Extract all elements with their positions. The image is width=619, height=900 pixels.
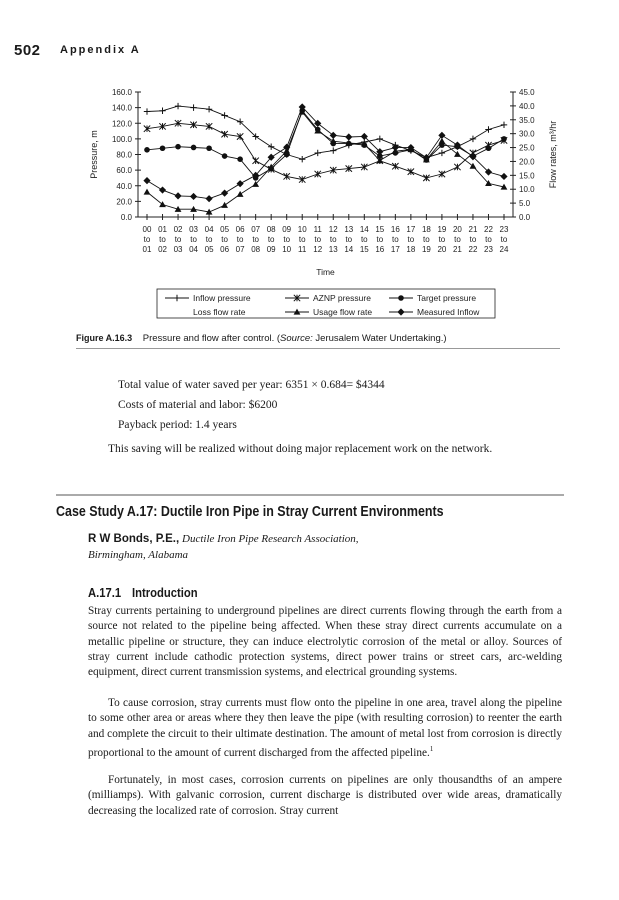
caption-rule [76,348,560,349]
x-tick-label: 04 [189,245,199,254]
data-point-inflow-pressure [377,136,383,142]
x-tick-label: to [469,235,477,244]
x-tick-label: 08 [266,225,276,234]
x-tick-label: to [329,235,337,244]
data-point-measured-inflow [221,190,228,197]
data-point-measured-inflow [237,180,244,187]
body-paragraph-3: Fortunately, in most cases, corrosion currents on pipelines are only thousandths of an ampere (milliamps). With galvanic corrosion, current discharge is distributed over wide areas, dramatically decreasing the localized rate of corrosion. Stray current [88,774,562,817]
left-tick-label: 40.0 [116,181,132,191]
x-tick-label: 20 [452,225,462,234]
data-point-target-pressure [501,136,507,142]
x-tick-label: to [298,235,306,244]
x-tick-label: 15 [375,225,385,234]
x-tick-label: to [454,235,461,244]
pressure-flow-chart [75,84,560,329]
x-tick-label: to [205,235,213,244]
x-tick-label: to [345,235,353,244]
x-tick-label: 13 [344,225,354,234]
x-tick-label: 20 [437,245,447,254]
data-point-inflow-pressure [144,108,150,114]
page-number: 502 [14,42,41,59]
chart-svg [75,84,560,329]
x-tick-label: 10 [297,225,307,234]
data-point-usage-flow-rate [221,202,228,208]
author-affiliation: Ductile Iron Pipe Research Association, [182,533,359,545]
data-point-usage-flow-rate [237,191,244,197]
right-tick-label: 5.0 [519,199,531,209]
right-axis-title: Flow rates, m³/hr [548,120,558,189]
x-tick-label: 17 [390,245,400,254]
x-tick-label: 19 [437,225,447,234]
x-tick-label: to [500,235,508,244]
data-point-inflow-pressure [299,156,305,162]
data-point-target-pressure [486,145,492,151]
x-tick-label: 07 [251,225,261,234]
data-point-inflow-pressure [501,122,507,128]
x-tick-label: 18 [406,245,416,254]
x-tick-label: 21 [452,245,462,254]
data-point-usage-flow-rate [159,201,166,207]
left-tick-label: 120.0 [111,119,132,129]
x-tick-label: 10 [282,245,292,254]
x-tick-label: 22 [484,225,493,234]
section-heading [88,586,208,600]
right-tick-label: 35.0 [519,115,535,125]
data-point-inflow-pressure [221,112,227,118]
x-tick-label: 11 [298,245,307,254]
right-tick-label: 10.0 [519,185,535,195]
data-point-usage-flow-rate [470,163,477,169]
data-point-measured-inflow [438,132,445,139]
running-head: Appendix A [60,44,141,56]
figure-label: Figure A.16.3 [76,333,133,343]
x-tick-label: 24 [499,245,509,254]
x-tick-label: 23 [484,245,493,254]
right-tick-label: 0.0 [519,213,531,222]
left-tick-label: 140.0 [111,103,132,113]
summary-payback: Payback period: 1.4 years [118,419,237,431]
data-point-measured-inflow [345,133,352,140]
data-point-aznp-pressure [283,173,289,179]
x-tick-label: to [174,235,182,244]
body-paragraph-1: Stray currents pertaining to underground pipelines are direct currents flowing through the earth from a source not related to the pipeline being affected. When these stray direct currents accumulate on a metallic pipeline or structure, they can induce electrolytic corrosion of the metal or alloy. Sources of stray current include cathodic protection systems, direct power trains or street cars, arc-welding equipment, direct current transmission systems, and electrical grounding systems. [88,605,562,679]
x-tick-label: 01 [158,225,167,234]
legend-label: AZNP pressure [313,293,371,303]
left-tick-label: 0.0 [120,213,132,222]
x-tick-label: to [360,235,368,244]
summary-value-saved: Total value of water saved per year: 6351 × 0.684= $4344 [118,379,385,391]
left-tick-label: 20.0 [116,197,132,207]
legend-label: Loss flow rate [193,307,246,317]
x-tick-label: 03 [189,225,199,234]
figure-caption [76,333,447,344]
x-tick-label: to [143,235,151,244]
x-tick-label: 16 [390,225,400,234]
x-tick-label: to [407,235,415,244]
x-tick-label: 13 [328,245,338,254]
x-tick-label: 17 [406,225,416,234]
x-tick-label: 16 [375,245,385,254]
x-tick-label: to [252,235,259,244]
data-point-aznp-pressure [423,175,429,181]
data-point-measured-inflow [174,192,181,199]
data-point-aznp-pressure [315,171,321,177]
x-tick-label: 22 [468,245,478,254]
x-tick-label: to [423,235,430,244]
data-point-aznp-pressure [252,158,258,164]
x-tick-label: 08 [251,245,261,254]
x-tick-label: 09 [282,225,292,234]
caption-source-label: Source: [280,333,313,344]
data-point-aznp-pressure [439,171,445,177]
data-point-target-pressure [237,156,243,162]
left-tick-label: 60.0 [116,166,132,176]
author-block [88,531,359,563]
summary-costs: Costs of material and labor: $6200 [118,399,278,411]
x-tick-label: 05 [220,225,230,234]
x-tick-label: to [267,235,275,244]
x-tick-label: 09 [266,245,276,254]
data-point-inflow-pressure [175,103,181,109]
x-tick-label: 01 [142,245,152,254]
x-tick-label: to [236,235,244,244]
data-point-inflow-pressure [485,126,491,132]
right-tick-label: 15.0 [519,171,535,181]
saving-paragraph: This saving will be realized without doing major replacement work on the network. [108,443,493,455]
data-point-target-pressure [160,145,166,151]
series-line-target-pressure [147,111,504,178]
data-point-target-pressure [222,153,228,159]
data-point-inflow-pressure [439,150,445,156]
x-tick-label: 15 [359,245,369,254]
data-point-aznp-pressure [454,164,460,170]
data-point-target-pressure [206,145,212,151]
right-tick-label: 25.0 [519,143,535,153]
data-point-target-pressure [144,147,150,153]
x-tick-label: to [314,235,322,244]
data-point-measured-inflow [500,173,507,180]
x-tick-label: 11 [313,225,322,234]
data-point-inflow-pressure [268,143,274,149]
x-tick-label: 05 [204,245,214,254]
left-tick-label: 80.0 [116,150,132,160]
right-tick-label: 45.0 [519,88,535,97]
left-axis-title: Pressure, m [89,130,99,179]
data-point-inflow-pressure [190,104,196,110]
x-tick-label: 03 [173,245,183,254]
author-name: R W Bonds, P.E., [88,533,180,545]
right-tick-label: 30.0 [519,129,535,139]
body-paragraph-2 [88,696,562,761]
data-point-measured-inflow [143,177,150,184]
x-tick-label: 07 [235,245,245,254]
section-number: A.17.1 [88,586,122,600]
x-tick-label: 02 [158,245,167,254]
x-tick-label: to [376,235,384,244]
legend-label: Usage flow rate [313,307,373,317]
caption-text-pre: Pressure and flow after control. ( [142,333,281,344]
left-tick-label: 160.0 [111,88,132,97]
x-tick-label: to [159,235,166,244]
data-point-inflow-pressure [206,106,212,112]
x-tick-label: 21 [468,225,478,234]
x-tick-label: 12 [328,225,338,234]
x-tick-label: to [283,235,291,244]
x-tick-label: to [438,235,446,244]
caption-text-post: Jerusalem Water Undertaking.) [312,333,447,344]
data-point-aznp-pressure [408,168,414,174]
x-tick-label: 02 [173,225,183,234]
data-point-inflow-pressure [470,136,476,142]
section-rule [56,494,564,496]
data-point-inflow-pressure [315,150,321,156]
right-tick-label: 20.0 [519,157,535,167]
legend-marker [398,295,404,301]
data-point-inflow-pressure [159,108,165,114]
section-title: Introduction [131,586,198,600]
x-tick-label: 14 [344,245,354,254]
legend-label: Measured Inflow [417,307,480,317]
data-point-inflow-pressure [330,147,336,153]
body-paragraph-2-text: To cause corrosion, stray currents must flow onto the pipeline in one area, travel along the pipeline to some other area or areas where they then leave the pipe (with resulting corrosion) to reenter the earth and complete the circuit to their ultimate destination. The amount of metal lost from corrosion is directly proportional to the amount of current discharged from the affected pipeline. [88,697,562,759]
right-tick-label: 40.0 [519,101,535,111]
x-tick-label: to [392,235,399,244]
x-tick-label: 06 [220,245,230,254]
data-point-target-pressure [191,145,197,151]
x-tick-label: 04 [204,225,214,234]
data-point-target-pressure [175,144,181,150]
data-point-measured-inflow [159,186,166,193]
author-location: Birmingham, Alabama [88,549,189,561]
data-point-usage-flow-rate [144,189,151,195]
x-tick-label: 23 [499,225,509,234]
x-tick-label: to [190,235,197,244]
data-point-aznp-pressure [392,163,398,169]
x-tick-label: 06 [235,225,245,234]
x-tick-label: 19 [421,245,431,254]
x-tick-label: to [221,235,228,244]
x-tick-label: to [485,235,492,244]
left-tick-label: 100.0 [111,134,132,144]
footnote-ref: 1 [429,744,434,753]
data-point-measured-inflow [205,195,212,202]
legend-label: Inflow pressure [193,293,251,303]
case-study-title: Case Study A.17: Ductile Iron Pipe in Stray Current Environments [56,504,444,520]
legend-label: Target pressure [417,293,477,303]
data-point-measured-inflow [190,193,197,200]
series-line-inflow-pressure [147,106,504,159]
x-tick-label: 14 [359,225,369,234]
x-axis-title: Time [316,267,335,277]
series-line-measured-inflow [147,107,504,199]
x-tick-label: 12 [313,245,323,254]
x-tick-label: 18 [421,225,431,234]
x-tick-label: 00 [142,225,152,234]
